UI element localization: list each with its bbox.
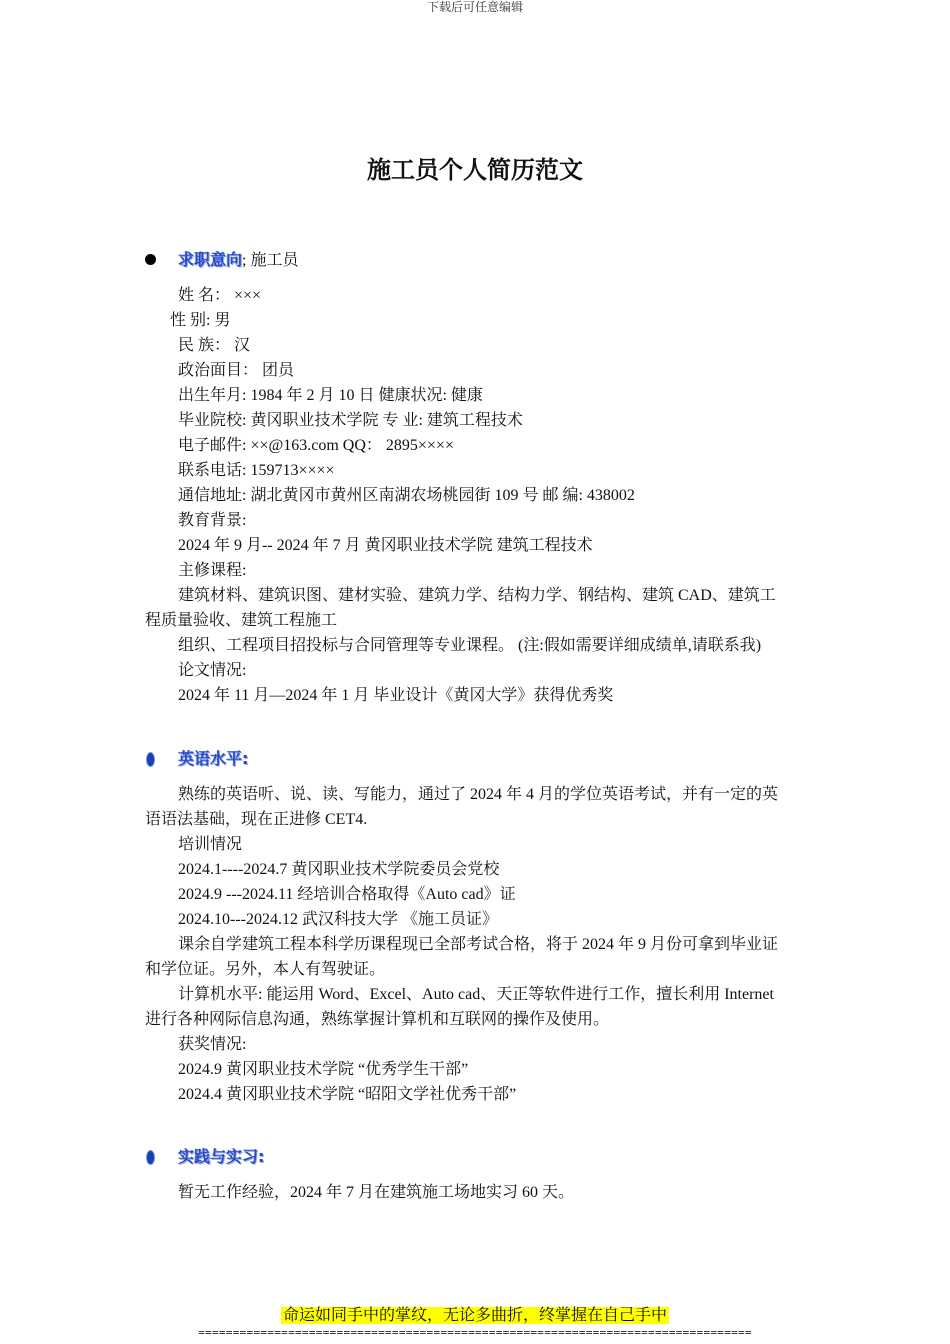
info-school-major: 毕业院校: 黄冈职业技术学院 专 业: 建筑工程技术 xyxy=(178,412,523,429)
info-birth-health: 出生年月: 1984 年 2 月 10 日 健康状况: 健康 xyxy=(178,387,483,404)
job-intention-value: ; 施工员 xyxy=(242,252,299,269)
info-ethnicity: 民 族： 汉 xyxy=(178,337,251,354)
bullet-oval-icon xyxy=(146,752,155,767)
info-political: 政治面目： 团员 xyxy=(178,362,295,379)
training-item: 2024.1----2024.7 黄冈职业技术学院委员会党校 xyxy=(178,861,500,878)
practice-text: 暂无工作经验，2024 年 7 月在建筑施工场地实习 60 天。 xyxy=(178,1184,575,1201)
thesis-value: 2024 年 11 月—2024 年 1 月 毕业设计《黄冈大学》获得优秀奖 xyxy=(178,687,614,704)
thesis-label: 论文情况: xyxy=(178,662,247,679)
english-para-line-1: 熟练的英语听、说、读、写能力，通过了 2024 年 4 月的学位英语考试，并有一定的英 xyxy=(178,786,779,803)
computer-line-2: 进行各种网际信息沟通，熟练掌握计算机和互联网的操作及使用。 xyxy=(145,1011,610,1028)
footer-rule: ================================================================================ xyxy=(198,1326,752,1339)
courses-line-2: 程质量验收、建筑工程施工 xyxy=(145,612,338,629)
info-name: 姓 名： ××× xyxy=(178,287,262,304)
awards-label: 获奖情况: xyxy=(178,1036,247,1053)
practice-label: 实践与实习: xyxy=(178,1147,265,1166)
job-intention-label: 求职意向 xyxy=(178,250,243,269)
info-phone: 联系电话: 159713×××× xyxy=(178,462,335,479)
education-value: 2024 年 9 月-- 2024 年 7 月 黄冈职业技术学院 建筑工程技术 xyxy=(178,537,593,554)
footer-motto-text: 命运如同手中的掌纹，无论多曲折，终掌握在自己手中 xyxy=(282,1307,667,1324)
info-gender: 性 别: 男 xyxy=(170,312,231,329)
page-title: 施工员个人简历范文 xyxy=(367,156,583,184)
education-label: 教育背景: xyxy=(178,512,247,529)
english-para-line-2: 语语法基础，现在正进修 CET4. xyxy=(145,811,368,828)
courses-line-3: 组织、工程项目招投标与合同管理等专业课程。 (注:假如需要详细成绩单,请联系我) xyxy=(178,637,762,654)
training-label: 培训情况 xyxy=(178,836,243,853)
courses-label: 主修课程: xyxy=(178,562,247,579)
english-label: 英语水平: xyxy=(178,749,249,768)
footer-motto xyxy=(0,1306,950,1326)
award-item: 2024.9 黄冈职业技术学院 “优秀学生干部” xyxy=(178,1061,469,1078)
info-address: 通信地址: 湖北黄冈市黄州区南湖农场桃园街 109 号 邮 编: 438002 xyxy=(178,487,635,504)
training-item: 2024.9 ---2024.11 经培训合格取得《Auto cad》证 xyxy=(178,886,516,903)
header-note: 下载后可任意编辑 xyxy=(426,0,523,14)
computer-line-1: 计算机水平: 能运用 Word、Excel、Auto cad、天正等软件进行工作，擅长利用 Internet xyxy=(178,986,774,1003)
self-study-line-1: 课余自学建筑工程本科学历课程现已全部考试合格，将于 2024 年 9 月份可拿到毕业证 xyxy=(178,936,779,953)
training-item: 2024.10---2024.12 武汉科技大学 《施工员证》 xyxy=(178,911,498,928)
info-email-qq: 电子邮件: ××@163.com QQ： 2895×××× xyxy=(178,437,454,454)
courses-line-1: 建筑材料、建筑识图、建材实验、建筑力学、结构力学、钢结构、建筑 CAD、建筑工 xyxy=(178,587,776,604)
self-study-line-2: 和学位证。另外，本人有驾驶证。 xyxy=(145,961,386,978)
bullet-disc-icon xyxy=(145,254,156,265)
bullet-oval-icon xyxy=(146,1150,155,1165)
award-item: 2024.4 黄冈职业技术学院 “昭阳文学社优秀干部” xyxy=(178,1086,517,1103)
